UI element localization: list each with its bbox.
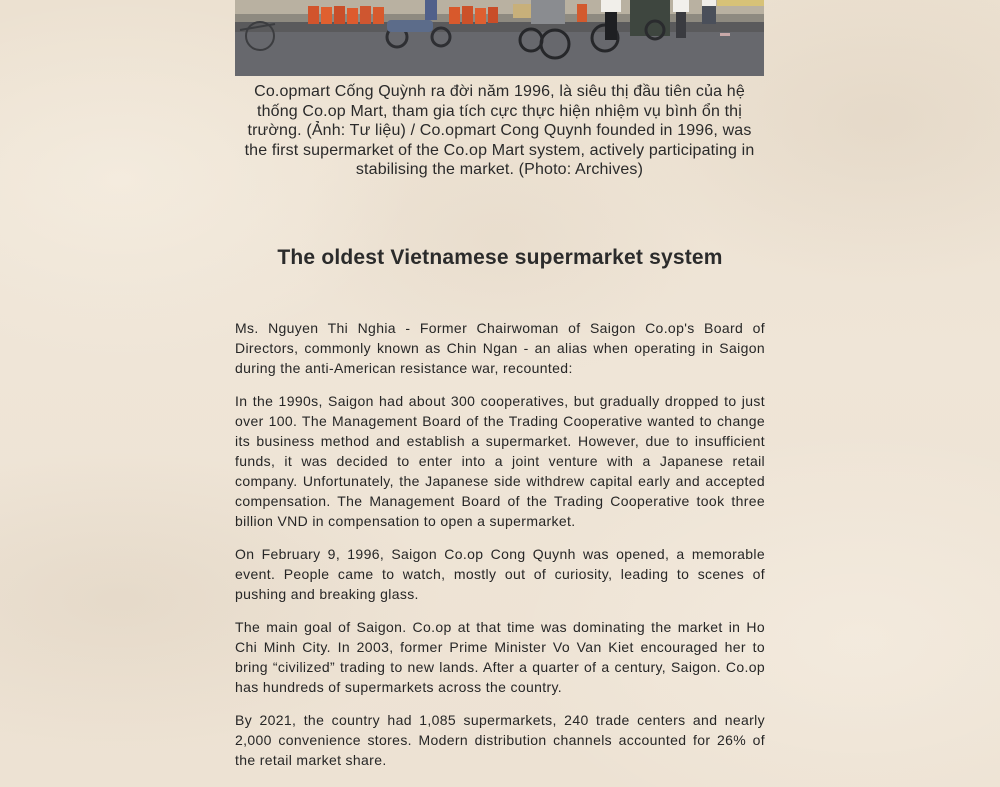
article-paragraph: In the 1990s, Saigon had about 300 cooperatives, but gradually dropped to just over 100. The Management Board of the Trading Cooperative wanted to change its business method and establish a supermarket. However, due to insufficient funds, it was decided to enter into a joint venture with a Japanese retail company. Unfortunately, the Japanese side withdrew capital early and accepted compensation. The Management Board of the Trading Cooperative took three billion VND in compensation to open a supermarket. <box>235 393 765 529</box>
article-paragraph: The main goal of Saigon. Co.op at that time was dominating the market in Ho Chi Minh City. In 2003, former Prime Minister Vo Van Kiet encouraged her to bring “civilized” trading to new lands. After a quarter of a century, Saigon. Co.op has hundreds of supermarkets across the country. <box>235 619 765 695</box>
article-paragraph: Ms. Nguyen Thi Nghia - Former Chairwoman of Saigon Co.op's Board of Directors, commonly known as Chin Ngan - an alias when operating in Saigon during the anti-American resistance war, recounted: <box>235 320 765 376</box>
road <box>235 32 764 76</box>
article-photo <box>235 0 764 76</box>
article-body <box>235 318 765 783</box>
street-scene-image <box>235 0 764 76</box>
photo-caption: Co.opmart Cống Quỳnh ra đời năm 1996, là siêu thị đầu tiên của hệ thống Co.op Mart, tham gia tích cực thực hiện nhiệm vụ bình ổn thị trường. (Ảnh: Tư liệu) / Co.opmart Cong Quynh founded in 1996, was the first supermarket of the Co.op Mart system, actively participating in stabilising the market. (Photo: Archives) <box>244 83 755 179</box>
section-heading: The oldest Vietnamese supermarket system <box>277 246 723 269</box>
article-paragraph: By 2021, the country had 1,085 supermarkets, 240 trade centers and nearly 2,000 convenience stores. Modern distribution channels accounted for 26% of the retail market share. <box>235 712 765 768</box>
article-paragraph: On February 9, 1996, Saigon Co.op Cong Quynh was opened, a memorable event. People came to watch, mostly out of curiosity, leading to scenes of pushing and breaking glass. <box>235 546 765 602</box>
